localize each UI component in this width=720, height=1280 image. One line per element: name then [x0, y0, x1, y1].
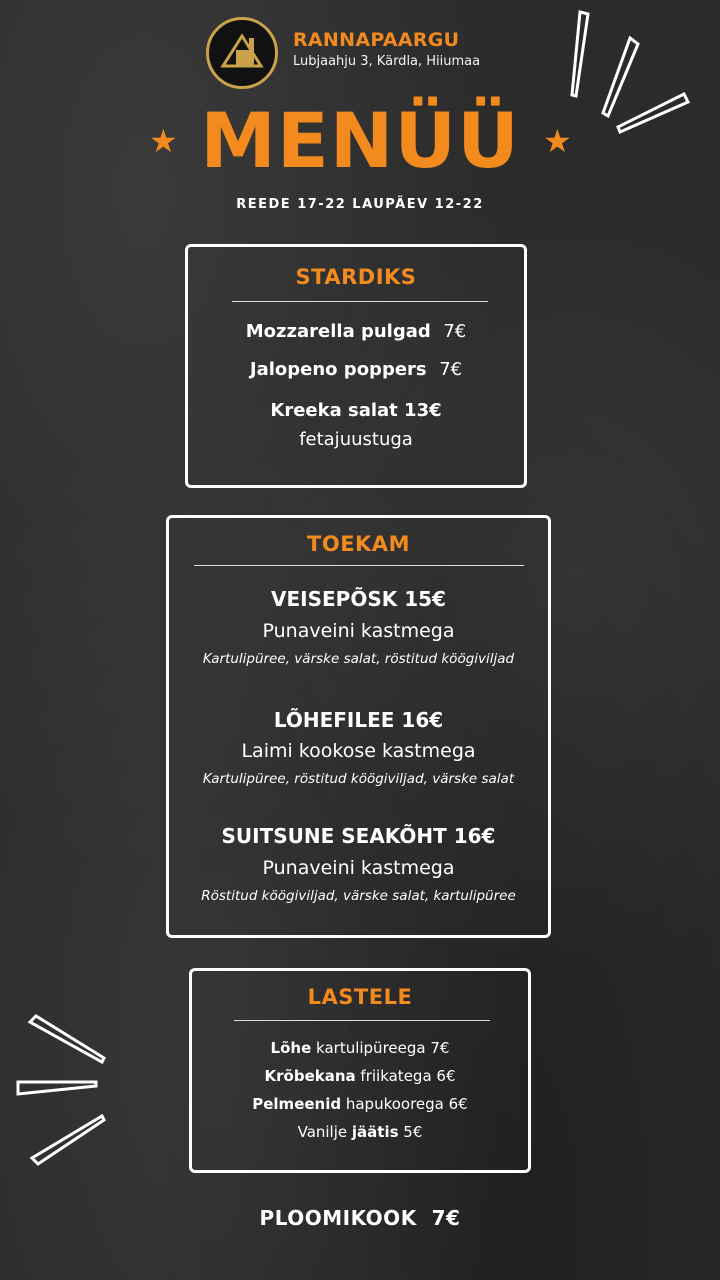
dish-sauce: Punaveini kastmega: [262, 857, 455, 879]
kids-item-detail: kartulipüreega 7€: [311, 1039, 450, 1057]
kids-item: [192, 1123, 528, 1141]
item-name: Kreeka salat 13€: [270, 400, 442, 421]
divider: [194, 565, 524, 566]
kids-item-detail: 5€: [398, 1123, 423, 1141]
opening-hours: REEDE 17-22 LAUPÄEV 12-22: [236, 197, 484, 212]
kids-item-prefix: Vanilje: [297, 1123, 352, 1141]
kids-item-name: jäätis: [351, 1123, 399, 1141]
section-title: STARDIKS: [295, 265, 417, 289]
dish-sauce: Laimi kookose kastmega: [241, 740, 476, 762]
star-icon: ★: [149, 122, 178, 160]
mains-section: [166, 515, 551, 938]
item-name: Jalopeno poppers: [249, 359, 427, 380]
divider: [232, 301, 488, 302]
burst-lines-icon: [10, 1012, 110, 1172]
kids-item: [192, 1095, 528, 1113]
kids-item: [192, 1067, 528, 1085]
item-note: fetajuustuga: [299, 429, 413, 450]
dish-name: VEISEPÕSK 15€: [271, 587, 446, 611]
item-price: 7€: [439, 359, 463, 380]
page-title: MENÜÜ: [200, 96, 520, 185]
section-title: TOEKAM: [307, 532, 410, 556]
kids-item-detail: friikatega 6€: [355, 1067, 456, 1085]
kids-item-name: Krõbekana: [264, 1067, 356, 1085]
divider: [234, 1020, 490, 1021]
menu-item: [188, 321, 524, 342]
dish-sides: Kartulipüree, röstitud köögiviljad, värske salat: [202, 771, 515, 787]
star-icon: ★: [543, 122, 572, 160]
section-title: LASTELE: [307, 985, 413, 1009]
dish-name: LÕHEFILEE 16€: [273, 708, 444, 732]
item-price: 7€: [443, 321, 467, 342]
menu-item: [188, 359, 524, 380]
kids-item-name: Pelmeenid: [252, 1095, 342, 1113]
kids-item: [192, 1039, 528, 1057]
dish-sides: Kartulipüree, värske salat, röstitud köögiviljad: [202, 651, 515, 667]
dish-sauce: Punaveini kastmega: [262, 620, 455, 642]
kids-section: [189, 968, 531, 1173]
item-name: Mozzarella pulgad: [245, 321, 431, 342]
starters-section: [185, 244, 527, 488]
dessert-item: PLOOMIKOOK 7€: [259, 1206, 461, 1230]
brand-name: RANNAPAARGU: [293, 29, 460, 51]
dish-name: SUITSUNE SEAKÕHT 16€: [221, 824, 496, 848]
logo: [206, 17, 278, 89]
house-logo-icon: [209, 20, 275, 86]
kids-item-detail: hapukoorega 6€: [341, 1095, 468, 1113]
burst-lines-icon: [560, 8, 710, 138]
brand-address: Lubjaahju 3, Kärdla, Hiiumaa: [293, 54, 481, 69]
dish-sides: Röstitud köögiviljad, värske salat, kartulipüree: [201, 888, 516, 904]
kids-item-name: Lõhe: [270, 1039, 312, 1057]
